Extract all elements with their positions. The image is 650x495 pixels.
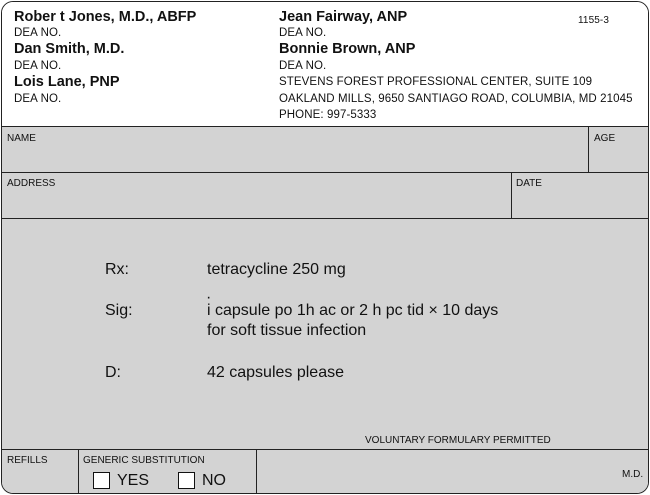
- dea-number-2: DEA NO.: [14, 60, 62, 72]
- footer-row-divider: [2, 449, 648, 450]
- generic-no-checkbox[interactable]: [178, 472, 195, 489]
- sig-overdot: ·: [206, 289, 212, 306]
- sig-line-2: for soft tissue infection: [207, 322, 367, 339]
- clinic-address-line2: OAKLAND MILLS, 9650 SANTIAGO ROAD, COLUMBIA, MD 21045: [279, 93, 633, 105]
- clinic-address-line1: STEVENS FOREST PROFESSIONAL CENTER, SUITE 109: [279, 76, 593, 88]
- md-signature-label: M.D.: [622, 469, 644, 480]
- prescriber-name-2: Dan Smith, M.D.: [14, 41, 125, 57]
- voluntary-formulary-text: VOLUNTARY FORMULARY PERMITTED: [365, 435, 551, 446]
- date-label: DATE: [516, 178, 542, 189]
- dispense-value: 42 capsules please: [207, 364, 344, 381]
- prescriber-name-4: Jean Fairway, ANP: [279, 9, 408, 25]
- sig-line-1: i capsule po 1h ac or 2 h pc tid × 10 days: [207, 302, 499, 319]
- prescriber-name-1: Rober t Jones, M.D., ABFP: [14, 9, 197, 25]
- clinic-phone: PHONE: 997-5333: [279, 109, 377, 121]
- age-divider: [588, 127, 589, 172]
- generic-divider: [256, 450, 257, 494]
- refills-label: REFILLS: [7, 455, 48, 466]
- age-label: AGE: [594, 133, 616, 144]
- name-row-divider: [2, 172, 648, 173]
- date-divider: [511, 173, 512, 218]
- prescriber-name-3: Lois Lane, PNP: [14, 74, 120, 90]
- dea-number-4: DEA NO.: [279, 27, 327, 39]
- sig-label: Sig:: [105, 302, 133, 319]
- address-label: ADDRESS: [7, 178, 56, 189]
- prescriber-header: [2, 2, 648, 126]
- address-row-divider: [2, 218, 648, 219]
- rx-value: tetracycline 250 mg: [207, 261, 346, 278]
- generic-substitution-label: GENERIC SUBSTITUTION: [83, 455, 205, 466]
- prescription-card: [1, 1, 649, 494]
- dispense-label: D:: [105, 364, 121, 381]
- generic-yes-label: YES: [117, 472, 150, 489]
- generic-yes-checkbox[interactable]: [93, 472, 110, 489]
- dea-number-5: DEA NO.: [279, 60, 327, 72]
- dea-number-1: DEA NO.: [14, 27, 62, 39]
- name-label: NAME: [7, 133, 36, 144]
- dea-number-3: DEA NO.: [14, 93, 62, 105]
- prescriber-name-5: Bonnie Brown, ANP: [279, 41, 416, 57]
- prescription-body: [2, 126, 648, 494]
- refills-divider: [78, 450, 79, 494]
- rx-label: Rx:: [105, 261, 129, 278]
- form-number: 1155-3: [578, 15, 609, 26]
- generic-no-label: NO: [202, 472, 226, 489]
